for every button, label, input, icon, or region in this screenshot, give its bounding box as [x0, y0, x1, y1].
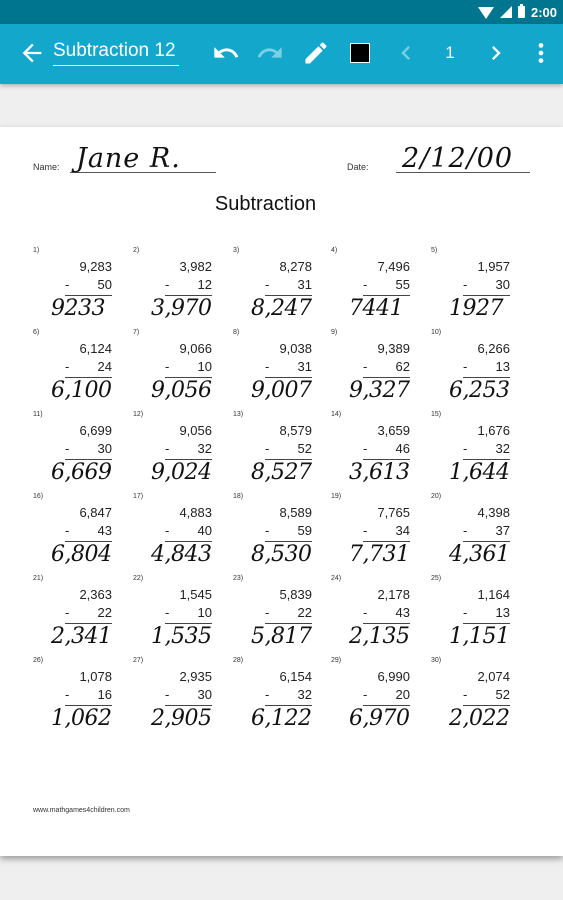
- minus-sign: -: [165, 359, 170, 374]
- problem-minuend: 6,699: [79, 423, 112, 438]
- problem-number: 22): [133, 575, 144, 582]
- problem-item: [133, 575, 223, 655]
- redo-icon[interactable]: [256, 39, 284, 67]
- handwritten-answer: 9,024: [151, 460, 212, 485]
- problem-item: [33, 411, 123, 491]
- problem-item: [331, 329, 421, 409]
- problem-minuend: 6,990: [377, 669, 410, 684]
- date-value: 2/12/00: [402, 143, 514, 174]
- problem-number: 3): [233, 247, 240, 254]
- problem-number: 10): [431, 329, 442, 336]
- more-vert-icon[interactable]: [527, 39, 555, 67]
- problem-item: [431, 493, 521, 573]
- problem-item: [133, 247, 223, 327]
- minus-sign: -: [65, 277, 70, 292]
- minus-sign: -: [165, 523, 170, 538]
- problem-number: 26): [33, 657, 44, 664]
- problem-item: [233, 247, 323, 327]
- minus-sign: -: [265, 605, 270, 620]
- handwritten-answer: 7,731: [349, 542, 410, 567]
- arrow-back-icon[interactable]: [18, 39, 46, 67]
- problem-minuend: 7,765: [377, 505, 410, 520]
- problem-number: 13): [233, 411, 244, 418]
- handwritten-answer: 8,527: [251, 460, 312, 485]
- problem-number: 18): [233, 493, 244, 500]
- handwritten-answer: 5,817: [251, 624, 312, 649]
- problem-subtrahend: 30: [197, 687, 212, 702]
- problem-number: 14): [331, 411, 342, 418]
- app-toolbar: [0, 24, 563, 84]
- date-label: Date:: [347, 162, 369, 172]
- problem-subtrahend: 24: [97, 359, 112, 374]
- handwritten-answer: 1,535: [151, 624, 212, 649]
- minus-sign: -: [363, 277, 368, 292]
- problem-subtrahend: 13: [495, 605, 510, 620]
- problem-minuend: 8,589: [279, 505, 312, 520]
- handwritten-answer: 2,022: [449, 706, 510, 731]
- problem-number: 27): [133, 657, 144, 664]
- handwritten-answer: 9,327: [349, 378, 410, 403]
- status-icons: [478, 0, 557, 24]
- worksheet-title: Subtraction: [214, 193, 317, 215]
- problem-minuend: 6,847: [79, 505, 112, 520]
- problem-subtrahend: 16: [97, 687, 112, 702]
- problem-item: [233, 329, 323, 409]
- minus-sign: -: [363, 359, 368, 374]
- problem-item: [331, 247, 421, 327]
- handwritten-answer: 6,669: [51, 460, 112, 485]
- problem-number: 8): [233, 329, 240, 336]
- problem-number: 12): [133, 411, 144, 418]
- handwritten-answer: 4,361: [449, 542, 510, 567]
- problem-subtrahend: 32: [297, 687, 312, 702]
- handwritten-answer: 1,151: [449, 624, 510, 649]
- handwritten-answer: 1927: [449, 296, 503, 321]
- pen-color-swatch[interactable]: [350, 43, 370, 63]
- minus-sign: -: [265, 687, 270, 702]
- problem-minuend: 1,545: [179, 587, 212, 602]
- problem-item: [431, 329, 521, 409]
- chevron-left-icon[interactable]: [392, 39, 420, 67]
- chevron-right-icon[interactable]: [482, 39, 510, 67]
- handwritten-answer: 2,905: [151, 706, 212, 731]
- minus-sign: -: [165, 441, 170, 456]
- minus-sign: -: [165, 687, 170, 702]
- problem-subtrahend: 43: [395, 605, 410, 620]
- problem-subtrahend: 50: [97, 277, 112, 292]
- problem-subtrahend: 13: [495, 359, 510, 374]
- problem-number: 23): [233, 575, 244, 582]
- minus-sign: -: [265, 523, 270, 538]
- handwritten-answer: 6,122: [251, 706, 312, 731]
- problem-subtrahend: 55: [395, 277, 410, 292]
- problem-subtrahend: 31: [297, 359, 312, 374]
- problem-number: 17): [133, 493, 144, 500]
- footer-url: www.mathgames4children.com: [33, 807, 130, 814]
- undo-icon[interactable]: [212, 39, 240, 67]
- problem-minuend: 1,957: [477, 259, 510, 274]
- minus-sign: -: [65, 523, 70, 538]
- minus-sign: -: [65, 359, 70, 374]
- minus-sign: -: [65, 687, 70, 702]
- problem-item: [233, 575, 323, 655]
- problem-minuend: 6,154: [279, 669, 312, 684]
- problem-item: [133, 657, 223, 737]
- problem-number: 25): [431, 575, 442, 582]
- handwritten-answer: 8,247: [251, 296, 312, 321]
- problem-subtrahend: 37: [495, 523, 510, 538]
- handwritten-answer: 2,135: [349, 624, 410, 649]
- minus-sign: -: [463, 687, 468, 702]
- problem-item: [133, 411, 223, 491]
- problem-minuend: 1,164: [477, 587, 510, 602]
- problem-item: [33, 657, 123, 737]
- name-value: Jane R.: [76, 143, 181, 174]
- problem-minuend: 9,056: [179, 423, 212, 438]
- problem-item: [331, 411, 421, 491]
- problem-subtrahend: 22: [297, 605, 312, 620]
- problem-minuend: 5,839: [279, 587, 312, 602]
- document-title[interactable]: Subtraction 12: [53, 40, 179, 66]
- minus-sign: -: [265, 277, 270, 292]
- problem-subtrahend: 34: [395, 523, 410, 538]
- problem-minuend: 2,074: [477, 669, 510, 684]
- problem-number: 20): [431, 493, 442, 500]
- problem-subtrahend: 20: [395, 687, 410, 702]
- problem-subtrahend: 10: [197, 605, 212, 620]
- minus-sign: -: [463, 523, 468, 538]
- problem-minuend: 9,066: [179, 341, 212, 356]
- problem-subtrahend: 22: [97, 605, 112, 620]
- problem-minuend: 3,982: [179, 259, 212, 274]
- problem-subtrahend: 43: [97, 523, 112, 538]
- handwritten-answer: 6,100: [51, 378, 112, 403]
- handwritten-answer: 1,644: [449, 460, 510, 485]
- problem-number: 19): [331, 493, 342, 500]
- problem-subtrahend: 62: [395, 359, 410, 374]
- problem-subtrahend: 12: [197, 277, 212, 292]
- problem-number: 9): [331, 329, 338, 336]
- problem-item: [331, 493, 421, 573]
- signal-icon: [500, 6, 512, 18]
- problem-minuend: 9,389: [377, 341, 410, 356]
- problem-number: 7): [133, 329, 140, 336]
- minus-sign: -: [363, 687, 368, 702]
- problem-item: [331, 575, 421, 655]
- problem-minuend: 9,283: [79, 259, 112, 274]
- problem-number: 28): [233, 657, 244, 664]
- status-bar: [0, 0, 563, 24]
- problem-number: 24): [331, 575, 342, 582]
- problem-minuend: 1,676: [477, 423, 510, 438]
- problem-item: [33, 247, 123, 327]
- problem-minuend: 4,398: [477, 505, 510, 520]
- handwritten-answer: 6,970: [349, 706, 410, 731]
- problem-number: 30): [431, 657, 442, 664]
- problem-number: 5): [431, 247, 438, 254]
- wifi-icon: [478, 7, 494, 19]
- minus-sign: -: [265, 359, 270, 374]
- pen-icon[interactable]: [302, 39, 330, 67]
- problem-subtrahend: 46: [395, 441, 410, 456]
- minus-sign: -: [65, 441, 70, 456]
- handwritten-answer: 7441: [349, 296, 403, 321]
- problem-item: [233, 411, 323, 491]
- minus-sign: -: [65, 605, 70, 620]
- problem-minuend: 9,038: [279, 341, 312, 356]
- problem-number: 4): [331, 247, 338, 254]
- problem-subtrahend: 10: [197, 359, 212, 374]
- page-number: 1: [445, 43, 455, 62]
- problem-minuend: 6,266: [477, 341, 510, 356]
- problem-item: [33, 493, 123, 573]
- name-label: Name:: [33, 162, 60, 172]
- problem-item: [233, 657, 323, 737]
- problem-item: [133, 329, 223, 409]
- handwritten-answer: 2,341: [51, 624, 112, 649]
- problem-minuend: 2,363: [79, 587, 112, 602]
- handwritten-answer: 3,970: [151, 296, 212, 321]
- problem-minuend: 3,659: [377, 423, 410, 438]
- problem-item: [431, 657, 521, 737]
- handwritten-answer: 3,613: [349, 460, 410, 485]
- handwritten-answer: 4,843: [151, 542, 212, 567]
- minus-sign: -: [363, 605, 368, 620]
- handwritten-answer: 8,530: [251, 542, 312, 567]
- problem-subtrahend: 31: [297, 277, 312, 292]
- problem-item: [33, 329, 123, 409]
- problem-item: [431, 247, 521, 327]
- problem-number: 11): [33, 411, 43, 418]
- problem-subtrahend: 52: [495, 687, 510, 702]
- worksheet-page[interactable]: [0, 127, 563, 856]
- problem-subtrahend: 52: [297, 441, 312, 456]
- problem-item: [431, 411, 521, 491]
- problem-number: 21): [33, 575, 44, 582]
- minus-sign: -: [463, 359, 468, 374]
- problem-subtrahend: 30: [495, 277, 510, 292]
- handwritten-answer: 6,804: [51, 542, 112, 567]
- problem-minuend: 8,278: [279, 259, 312, 274]
- problem-minuend: 1,078: [79, 669, 112, 684]
- minus-sign: -: [363, 523, 368, 538]
- minus-sign: -: [463, 605, 468, 620]
- problem-minuend: 7,496: [377, 259, 410, 274]
- minus-sign: -: [265, 441, 270, 456]
- problem-number: 29): [331, 657, 342, 664]
- problem-item: [133, 493, 223, 573]
- problem-subtrahend: 40: [197, 523, 212, 538]
- handwritten-answer: 9,007: [251, 378, 312, 403]
- problem-number: 6): [33, 329, 40, 336]
- problem-item: [331, 657, 421, 737]
- problem-minuend: 4,883: [179, 505, 212, 520]
- minus-sign: -: [165, 277, 170, 292]
- minus-sign: -: [165, 605, 170, 620]
- problem-minuend: 8,579: [279, 423, 312, 438]
- problem-item: [33, 575, 123, 655]
- handwritten-answer: 9,056: [151, 378, 212, 403]
- handwritten-answer: 1,062: [51, 706, 112, 731]
- minus-sign: -: [463, 277, 468, 292]
- problem-item: [431, 575, 521, 655]
- problem-number: 16): [33, 493, 44, 500]
- problem-number: 15): [431, 411, 442, 418]
- problem-subtrahend: 59: [297, 523, 312, 538]
- problem-subtrahend: 32: [495, 441, 510, 456]
- minus-sign: -: [463, 441, 468, 456]
- handwritten-answer: 9233: [51, 296, 105, 321]
- problem-minuend: 2,935: [179, 669, 212, 684]
- problem-subtrahend: 32: [197, 441, 212, 456]
- problem-minuend: 6,124: [79, 341, 112, 356]
- problem-subtrahend: 30: [97, 441, 112, 456]
- status-time: 2:00: [530, 4, 557, 20]
- handwritten-answer: 6,253: [449, 378, 510, 403]
- problem-minuend: 2,178: [377, 587, 410, 602]
- minus-sign: -: [363, 441, 368, 456]
- problem-item: [233, 493, 323, 573]
- problem-number: 2): [133, 247, 140, 254]
- problem-number: 1): [33, 247, 40, 254]
- battery-icon: [518, 6, 525, 18]
